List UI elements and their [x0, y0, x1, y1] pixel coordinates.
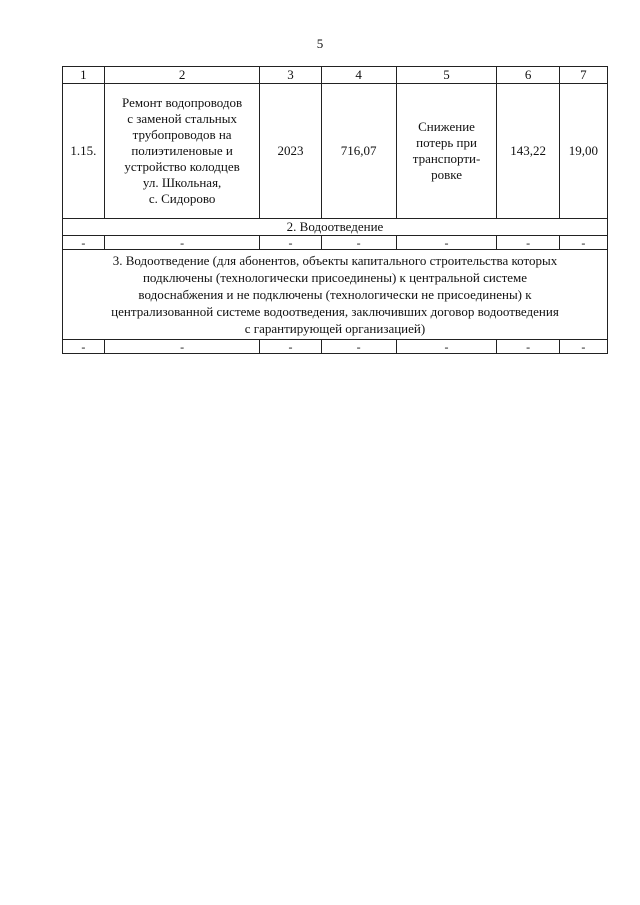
dash-cell: -: [104, 340, 260, 354]
header-cell-2: 2: [104, 67, 260, 84]
value-cell-6: 143,22: [497, 84, 559, 219]
dash-cell: -: [396, 236, 497, 250]
dash-cell: -: [559, 340, 607, 354]
row-number: 1.15.: [63, 84, 105, 219]
section-3-line: водоснабжения и не подключены (технологически не присоединены) к: [138, 287, 532, 302]
description-line: ул. Школьная,: [142, 175, 222, 190]
effect-line: ровке: [431, 167, 462, 182]
dash-cell: -: [497, 236, 559, 250]
investment-table: [62, 66, 608, 354]
effect-line: потерь при: [416, 135, 477, 150]
section-3-row: [63, 250, 608, 340]
section-3-line: 3. Водоотведение (для абонентов, объекты капитального строительства которых: [112, 253, 558, 268]
dash-cell: -: [104, 236, 260, 250]
page-number: 5: [316, 36, 324, 51]
dash-cell: -: [321, 236, 396, 250]
dash-cell: -: [321, 340, 396, 354]
project-description: [104, 84, 260, 219]
cost-cell: 716,07: [321, 84, 396, 219]
effect-line: транспорти-: [412, 151, 481, 166]
empty-row-1: [63, 236, 608, 250]
value-cell-7: 19,00: [559, 84, 607, 219]
table-row-1-15: [63, 84, 608, 219]
header-cell-5: 5: [396, 67, 497, 84]
effect-line: Снижение: [418, 119, 475, 134]
effect-cell: [396, 84, 497, 219]
header-row: [63, 67, 608, 84]
dash-cell: -: [260, 236, 321, 250]
description-line: трубопроводов на: [132, 127, 232, 142]
header-cell-4: 4: [321, 67, 396, 84]
dash-cell: -: [260, 340, 321, 354]
section-3-line: подключены (технологически присоединены) к центральной системе: [142, 270, 528, 285]
section-3-line: централизованной системе водоотведения, заключивших договор водоотведения: [111, 304, 559, 319]
year-cell: 2023: [260, 84, 321, 219]
section-2-row: [63, 219, 608, 236]
dash-cell: -: [497, 340, 559, 354]
header-cell-3: 3: [260, 67, 321, 84]
dash-cell: -: [63, 340, 105, 354]
section-3-line: с гарантирующей организацией): [244, 321, 426, 336]
header-cell-1: 1: [63, 67, 105, 84]
description-line: с. Сидорово: [148, 191, 216, 206]
description-line: Ремонт водопроводов: [122, 95, 243, 110]
dash-cell: -: [559, 236, 607, 250]
header-cell-6: 6: [497, 67, 559, 84]
section-3-title: [63, 250, 608, 340]
dash-cell: -: [396, 340, 497, 354]
dash-cell: -: [63, 236, 105, 250]
description-line: с заменой стальных: [127, 111, 237, 126]
empty-row-2: [63, 340, 608, 354]
section-2-title: 2. Водоотведение: [63, 219, 608, 236]
description-line: полиэтиленовые и: [131, 143, 233, 158]
header-cell-7: 7: [559, 67, 607, 84]
description-line: устройство колодцев: [124, 159, 240, 174]
